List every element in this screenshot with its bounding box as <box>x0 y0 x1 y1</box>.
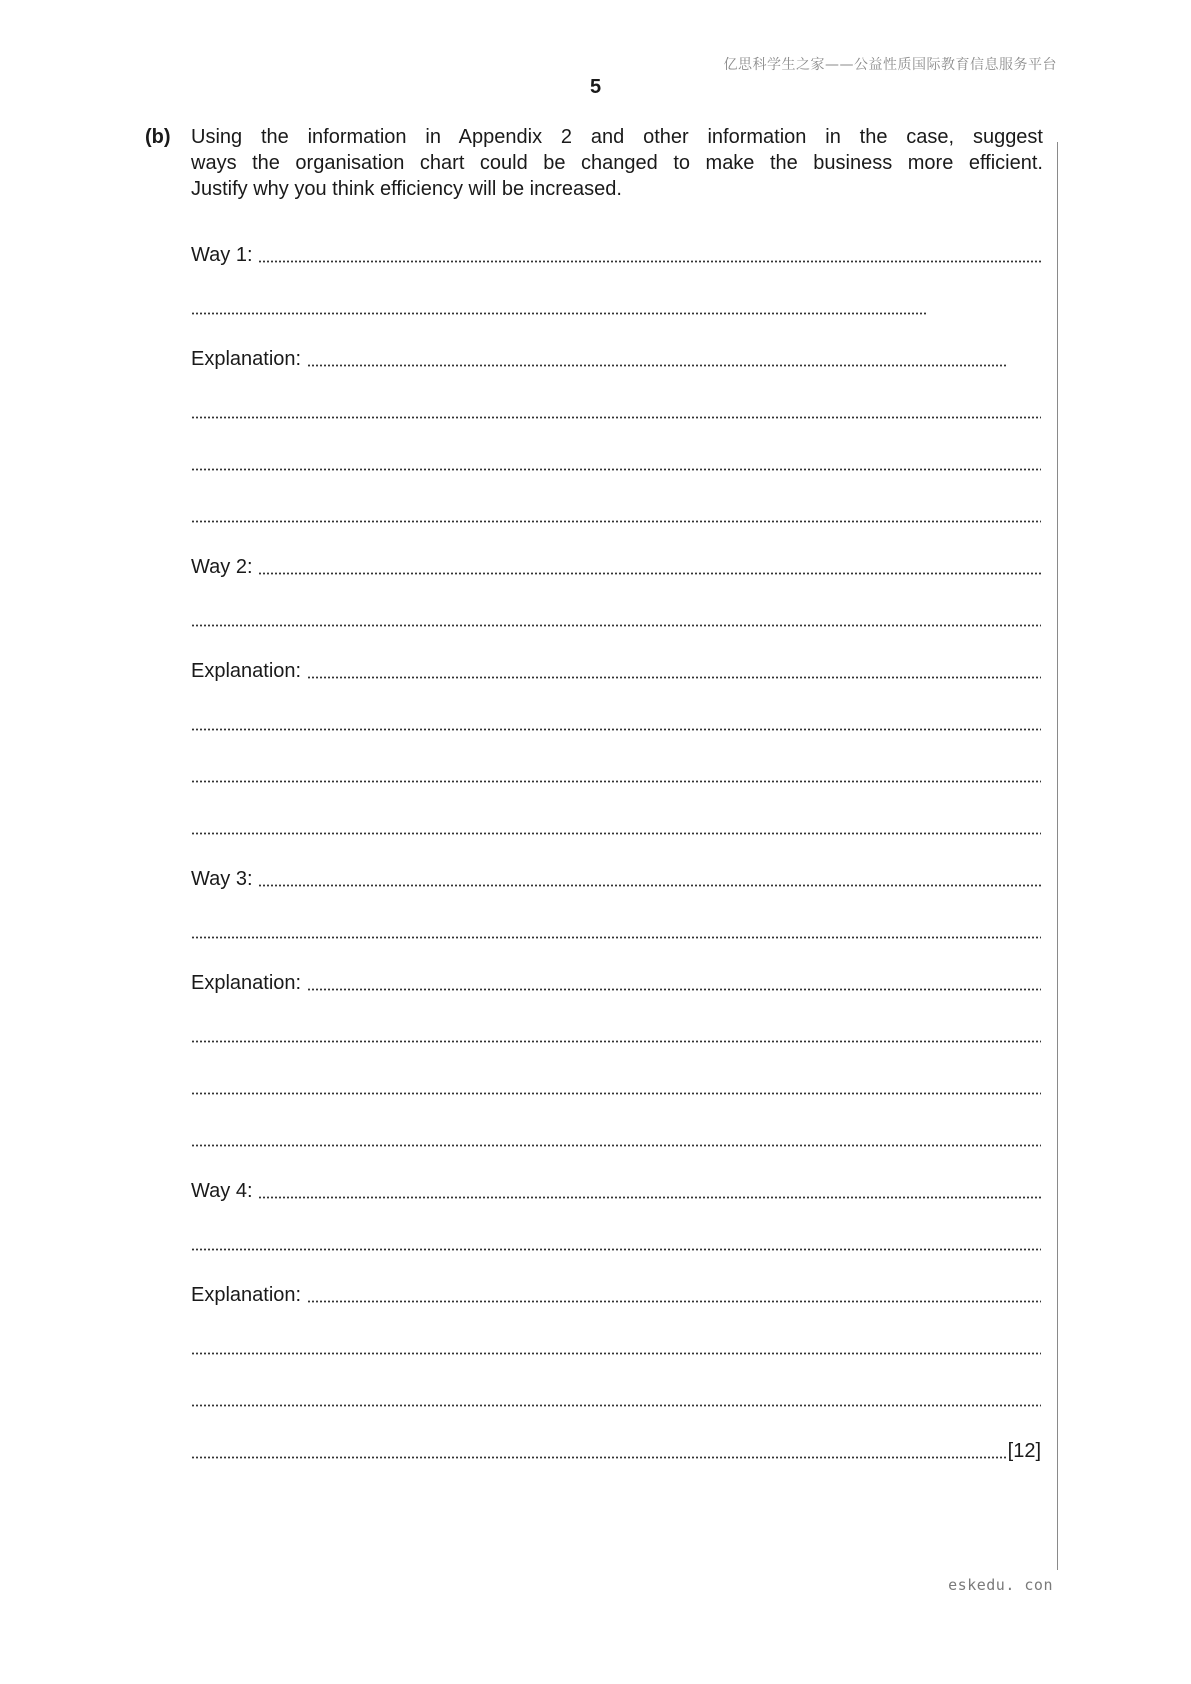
dotted-line <box>191 1352 1041 1355</box>
dotted-line <box>191 1040 1041 1043</box>
question-line: Justify why you think efficiency will be increased. <box>191 178 622 200</box>
answer-line[interactable] <box>191 384 1041 436</box>
answer-line[interactable] <box>191 800 1041 852</box>
question-text <box>191 124 1043 202</box>
dotted-line <box>307 988 1041 991</box>
explanation-3-label: Explanation: <box>191 972 302 994</box>
dotted-line <box>191 416 1041 419</box>
answer-area <box>191 228 1041 1476</box>
dotted-line <box>191 1248 1041 1251</box>
answer-line[interactable] <box>191 904 1041 956</box>
explanation-2-label: Explanation: <box>191 660 302 682</box>
dotted-line <box>191 1092 1041 1095</box>
answer-line-way-3[interactable] <box>191 852 1041 904</box>
answer-line[interactable] <box>191 280 1041 332</box>
answer-line[interactable] <box>191 488 1041 540</box>
answer-line[interactable] <box>191 436 1041 488</box>
way-3-label: Way 3: <box>191 868 253 890</box>
answer-line-final[interactable] <box>191 1424 1041 1476</box>
marks-label: [12] <box>1007 1440 1041 1462</box>
dotted-line <box>191 1456 1007 1459</box>
answer-line[interactable] <box>191 1372 1041 1424</box>
margin-line <box>1057 142 1058 1570</box>
dotted-line <box>191 468 1041 471</box>
dotted-line <box>191 936 1041 939</box>
answer-line[interactable] <box>191 1060 1041 1112</box>
dotted-line <box>191 312 927 315</box>
answer-line[interactable] <box>191 592 1041 644</box>
answer-line-explanation-1[interactable] <box>191 332 1041 384</box>
answer-line[interactable] <box>191 696 1041 748</box>
dotted-line <box>191 520 1041 523</box>
dotted-line <box>191 1144 1041 1147</box>
dotted-line <box>258 572 1041 575</box>
dotted-line <box>191 1404 1041 1407</box>
dotted-line <box>307 364 1007 367</box>
answer-line-way-4[interactable] <box>191 1164 1041 1216</box>
way-1-label: Way 1: <box>191 244 253 266</box>
footer-watermark: eskedu. con <box>948 1576 1053 1594</box>
dotted-line <box>307 1300 1041 1303</box>
dotted-line <box>258 1196 1041 1199</box>
question-line: Using the information in Appendix 2 and other information in the case, suggest <box>191 126 1043 148</box>
answer-line[interactable] <box>191 1008 1041 1060</box>
answer-line[interactable] <box>191 1112 1041 1164</box>
answer-line[interactable] <box>191 748 1041 800</box>
header-watermark: 亿思科学生之家——公益性质国际教育信息服务平台 <box>723 57 1057 73</box>
answer-line-explanation-4[interactable] <box>191 1268 1041 1320</box>
way-4-label: Way 4: <box>191 1180 253 1202</box>
answer-line-explanation-2[interactable] <box>191 644 1041 696</box>
dotted-line <box>307 676 1041 679</box>
explanation-4-label: Explanation: <box>191 1284 302 1306</box>
dotted-line <box>191 780 1041 783</box>
answer-line-way-1[interactable] <box>191 228 1041 280</box>
answer-line[interactable] <box>191 1320 1041 1372</box>
dotted-line <box>191 832 1041 835</box>
page-number: 5 <box>589 76 602 98</box>
dotted-line <box>258 884 1041 887</box>
question-line: ways the organisation chart could be changed to make the business more efficient. <box>191 152 1043 174</box>
answer-line[interactable] <box>191 1216 1041 1268</box>
dotted-line <box>191 728 1041 731</box>
dotted-line <box>258 260 1041 263</box>
answer-line-way-2[interactable] <box>191 540 1041 592</box>
explanation-1-label: Explanation: <box>191 348 302 370</box>
way-2-label: Way 2: <box>191 556 253 578</box>
answer-line-explanation-3[interactable] <box>191 956 1041 1008</box>
dotted-line <box>191 624 1041 627</box>
question-label: (b) <box>145 126 171 148</box>
